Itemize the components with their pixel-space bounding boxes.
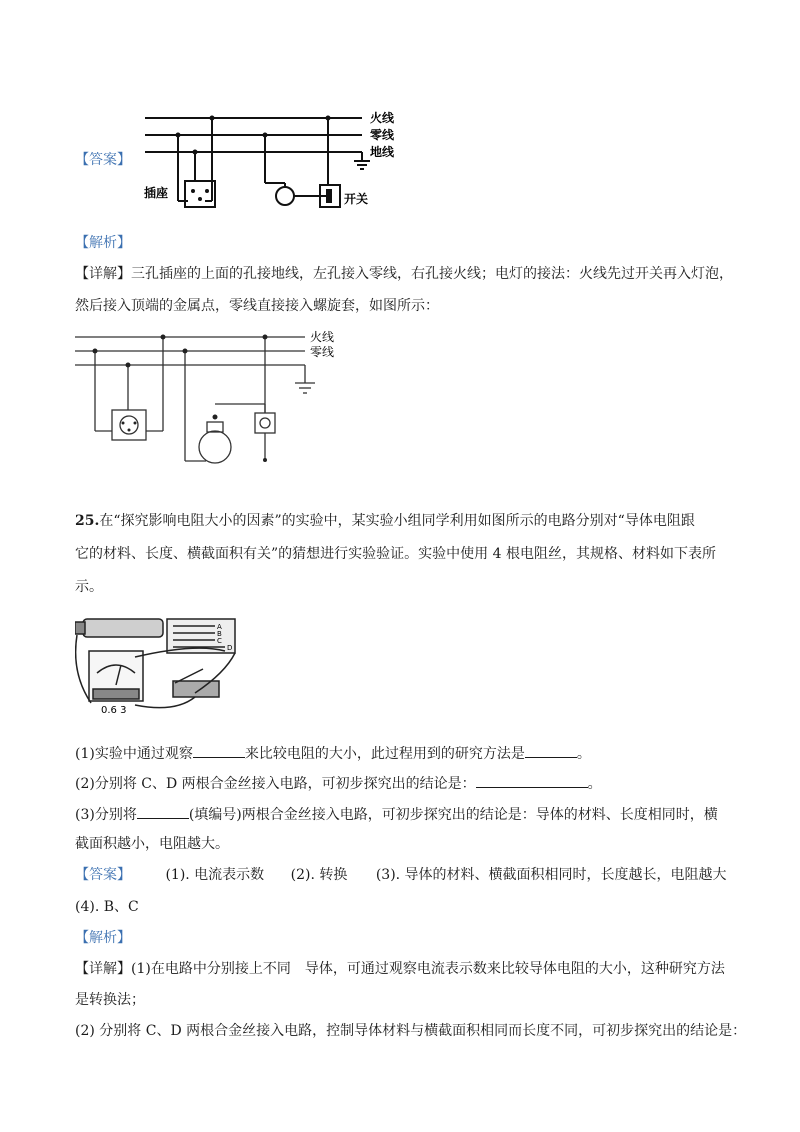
answer-row-2 (75, 897, 139, 917)
detail-2-line-3: (2) 分别将 C、D 两根合金丝接入电路，控制导体材料与横截面积相同而长度不同，可初步探究出的结论是： (75, 1023, 747, 1039)
socket-label: 插座 (144, 186, 169, 200)
detail-label-2: 【详解】 (75, 961, 131, 977)
fire-wire-label-2: 火线 (310, 330, 335, 344)
zero-wire-label: 零线 (370, 128, 395, 142)
blank-4 (137, 804, 189, 819)
sub2-text-b: 。 (587, 776, 602, 792)
question-text: 在“探究影响电阻大小的因素”的实验中，某实验小组同学利用如图所示的电路分别对“导体电阻跟 (99, 513, 695, 529)
detail-paragraph-1 (75, 264, 733, 284)
answer-row (75, 865, 727, 885)
answer-4: B、C (103, 899, 139, 915)
question-25-line-2: 它的材料、长度、横截面积有关”的猜想进行实验验证。实验中使用 4 根电阻丝，其规格、材料如下表所 (75, 546, 716, 562)
ground-wire-label: 地线 (370, 145, 395, 159)
zero-wire-label-2: 零线 (310, 345, 335, 359)
sub1-text-b: 来比较电阻的大小，此过程用到的研究方法是 (244, 746, 525, 762)
answer-1: (1). 电流表示数 (165, 867, 265, 883)
question-25-line-3: 示。 (75, 579, 103, 595)
sub3-text-b: (填编号)两根合金丝接入电路，可初步探究出的结论是：导体的材料、长度相同时，横 (188, 807, 718, 823)
sub-question-3-cont: 截面积越小，电阻越大。 (75, 836, 229, 852)
circuit-apparatus-figure (75, 613, 245, 718)
detail-text-line: 然后接入顶端的金属点，零线直接接入螺旋套，如图所示： (75, 298, 439, 314)
sub3-text-a: (3)分别将 (75, 807, 137, 823)
analysis-label: 【解析】 (75, 235, 131, 251)
abcd-label-c: C (217, 637, 222, 645)
ammeter-reading: 0.6 3 (101, 705, 127, 716)
sub1-text-a: (1)实验中通过观察 (75, 746, 193, 762)
switch-label: 开关 (344, 192, 369, 206)
sub-question-2 (75, 773, 602, 794)
abcd-label-b: B (217, 630, 222, 638)
sub-question-1 (75, 743, 591, 764)
wiring-diagram-2 (70, 328, 370, 470)
detail-label: 【详解】 (75, 266, 131, 282)
sub2-text-a: (2)分别将 C、D 两根合金丝接入电路，可初步探究出的结论是： (75, 776, 476, 792)
detail-paragraph-2 (75, 959, 725, 979)
fire-wire-label: 火线 (370, 111, 395, 125)
question-number: 25. (75, 513, 100, 529)
wiring-diagram-1 (140, 105, 420, 215)
blank-3 (476, 773, 588, 788)
blank-2 (525, 743, 577, 758)
detail-2-line-2: 是转换法； (75, 992, 145, 1008)
sub1-text-c: 。 (576, 746, 591, 762)
detail-2-text: (1)在电路中分别接上不同 导体，可通过观察电流表示数来比较导体电阻的大小，这种研究方法 (131, 961, 725, 977)
abcd-label-a: A (217, 623, 222, 631)
answer-label: 【答案】 (75, 152, 131, 168)
answer-label-2: 【答案】 (75, 867, 131, 883)
question-25-line-1 (75, 511, 695, 531)
analysis-label-2: 【解析】 (75, 930, 131, 946)
abcd-label-d: D (227, 644, 233, 652)
sub-question-3 (75, 804, 718, 825)
answer-2: (2). 转换 (290, 867, 348, 883)
blank-1 (193, 743, 245, 758)
answer-3: (3). 导体的材料、横截面积相同时，长度越长，电阻越大 (375, 867, 727, 883)
answer-4-number: (4). (75, 899, 100, 915)
detail-text: 三孔插座的上面的孔接地线，左孔接入零线，右孔接火线；电灯的接法：火线先过开关再入灯泡， (131, 266, 733, 282)
